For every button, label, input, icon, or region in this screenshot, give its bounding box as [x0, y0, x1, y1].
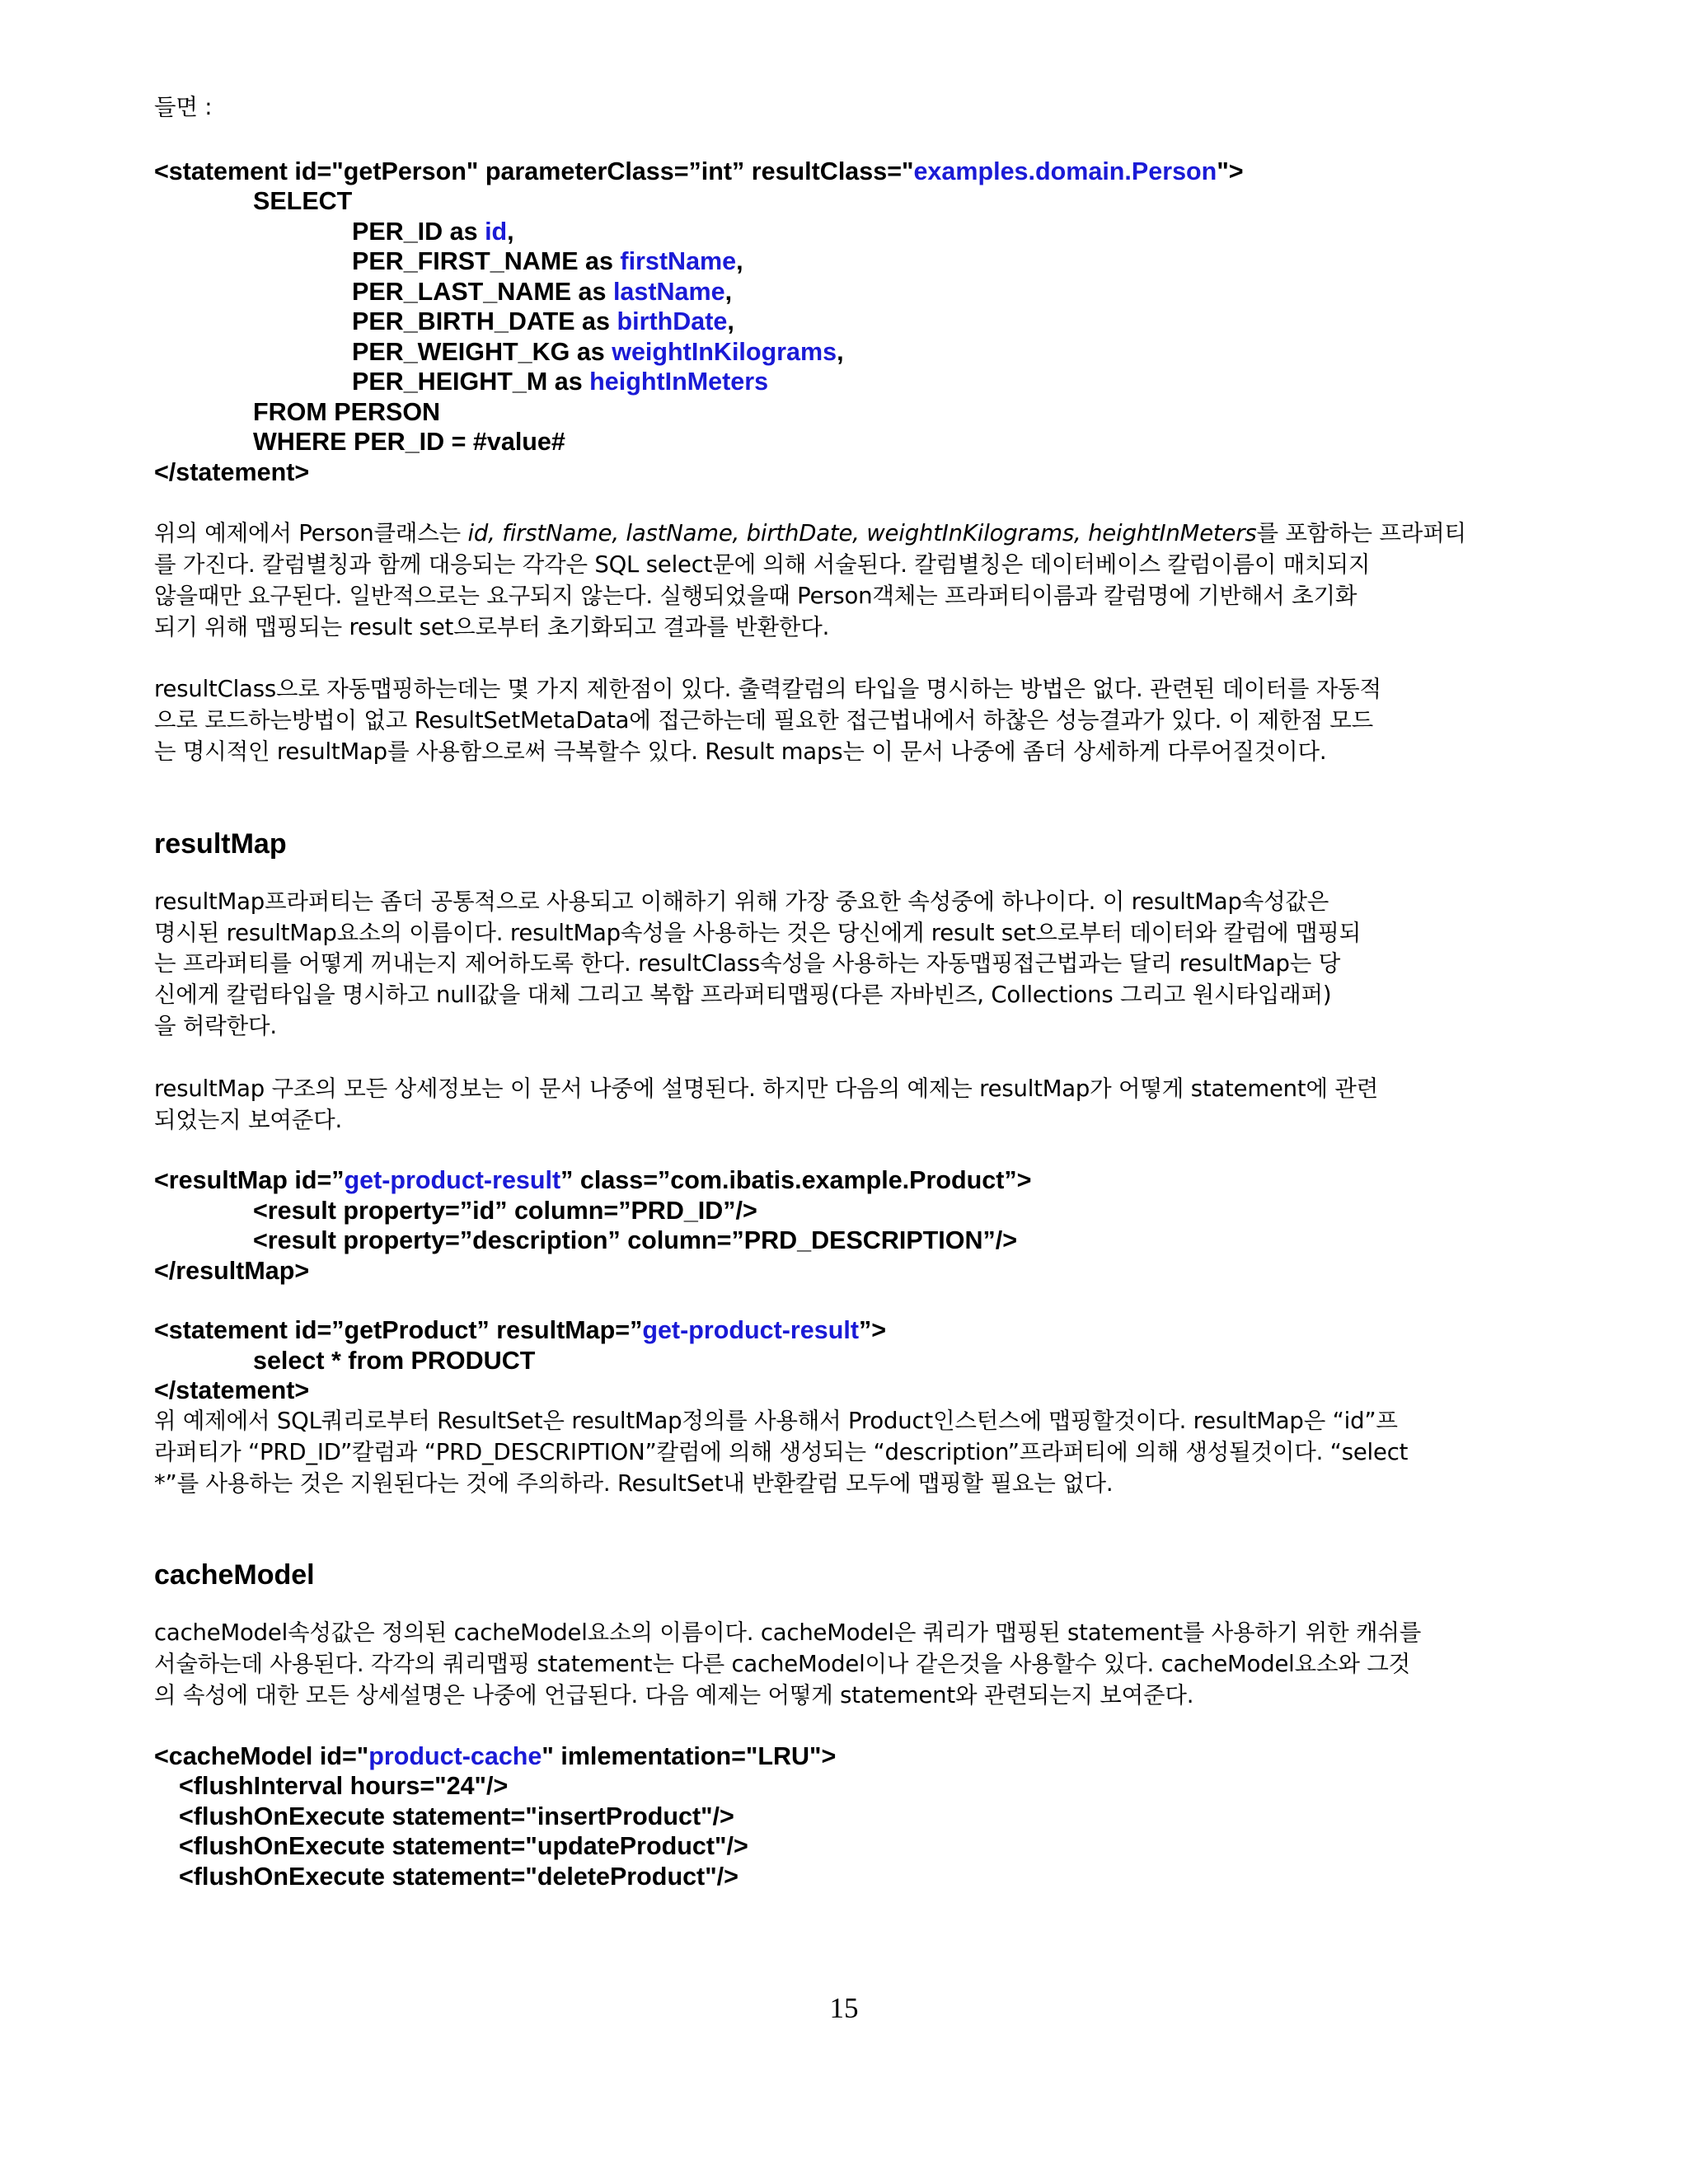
paragraph-line: 으로 로드하는방법이 없고 ResultSetMetaData에 접근하는데 필요한 접근법내에서 하찮은 성능결과가 있다. 이 제한점 모드 — [154, 707, 1374, 734]
code-fragment: , — [736, 247, 743, 276]
page-number: 15 — [829, 1992, 859, 2024]
cachemodel-code — [154, 1741, 1522, 1892]
code-line — [154, 307, 1522, 337]
code-highlight: get-product-result — [344, 1166, 561, 1195]
code-line: <flushInterval hours="24"/> — [179, 1772, 509, 1801]
paragraph-line: 를 가진다. 칼럼별칭과 함께 대응되는 각각은 SQL select문에 의해 서술된다. 칼럼별칭은 데이터베이스 칼럼이름이 매치되지 — [154, 551, 1371, 579]
text-emphasis: id, firstName, lastName, birthDate, weightInKilograms, heightInMeters — [467, 520, 1257, 547]
code-fragment: PER_ID as — [352, 217, 485, 246]
paragraph — [154, 518, 1522, 643]
resultmap-code — [154, 1165, 1522, 1286]
paragraph-line: 을 허락한다. — [154, 1013, 277, 1040]
intro-text: 들면 : — [154, 94, 213, 120]
code-fragment: "> — [1217, 157, 1244, 185]
code-fragment: , — [724, 277, 733, 306]
paragraph-line: resultMap 구조의 모든 상세정보는 이 문서 나중에 설명된다. 하지만 다음의 예제는 resultMap가 어떻게 statement에 관련 — [154, 1075, 1379, 1102]
code-line — [154, 1165, 1522, 1196]
page-content — [154, 92, 1522, 1891]
code-line: </statement> — [154, 1376, 310, 1405]
paragraph-line: 되기 위해 맵핑되는 result set으로부터 초기화되고 결과를 반환한다. — [154, 613, 830, 640]
paragraph-line: 않을때만 요구된다. 일반적으로는 요구되지 않는다. 실행되었을때 Person객체는 프라퍼티이름과 칼럼명에 기반해서 초기화 — [154, 582, 1357, 609]
code-highlight: weightInKilograms — [612, 337, 837, 366]
code-fragment: PER_LAST_NAME as — [352, 277, 613, 306]
code-line: <flushOnExecute statement="deleteProduct"/> — [179, 1862, 738, 1891]
code-highlight: product-cache — [368, 1741, 542, 1770]
paragraph — [154, 674, 1522, 767]
code-line — [154, 1315, 1522, 1346]
code-fragment: <cacheModel id=" — [154, 1741, 369, 1770]
paragraph — [154, 887, 1522, 1043]
code-fragment: <resultMap id=” — [154, 1166, 345, 1195]
code-line — [154, 217, 1522, 247]
code-line: </statement> — [154, 457, 310, 486]
code-fragment: ”> — [858, 1316, 887, 1345]
paragraph-line: 되었는지 보여준다. — [154, 1106, 343, 1133]
code-highlight: id — [485, 217, 508, 246]
paragraph-line: 신에게 칼럼타입을 명시하고 null값을 대체 그리고 복합 프라퍼티맵핑(다른 자바빈즈, Collections 그리고 원시타입래퍼) — [154, 982, 1332, 1009]
code-fragment: PER_WEIGHT_KG as — [352, 337, 612, 366]
code-fragment: , — [837, 337, 844, 366]
code-fragment: , — [727, 307, 734, 336]
paragraph — [154, 1618, 1522, 1711]
code-line: WHERE PER_ID = #value# — [253, 428, 565, 457]
paragraph-line: 서술하는데 사용된다. 각각의 쿼리맵핑 statement는 다른 cacheModel이나 같은것을 사용할수 있다. cacheModel요소와 그것 — [154, 1651, 1410, 1678]
code-fragment: <statement id="getPerson" parameterClass=”int” resultClass=" — [154, 157, 914, 185]
paragraph — [154, 1406, 1522, 1499]
paragraph-line: 명시된 resultMap요소의 이름이다. resultMap속성을 사용하는 것은 당신에게 result set으로부터 데이터와 칼럼에 맵핑되 — [154, 919, 1362, 946]
code-highlight: examples.domain.Person — [913, 157, 1217, 185]
code-line — [154, 367, 1522, 397]
get-product-code — [154, 1315, 1522, 1406]
text-fragment: 를 포함하는 프라퍼티 — [1256, 520, 1466, 547]
paragraph-line — [154, 518, 1522, 550]
code-fragment: ” class=”com.ibatis.example.Product”> — [560, 1166, 1032, 1195]
paragraph-line: cacheModel속성값은 정의된 cacheModel요소의 이름이다. cacheModel은 쿼리가 맵핑된 statement를 사용하기 위한 캐쉬를 — [154, 1619, 1422, 1647]
code-fragment: " imlementation="LRU"> — [542, 1741, 837, 1770]
code-line — [154, 337, 1522, 368]
paragraph-line: *”를 사용하는 것은 지원된다는 것에 주의하라. ResultSet내 반환칼럼 모두에 맵핑할 필요는 없다. — [154, 1469, 1114, 1497]
paragraph-line: 는 명시적인 resultMap를 사용함으로써 극복할수 있다. Result maps는 이 문서 나중에 좀더 상세하게 다루어질것이다. — [154, 738, 1327, 766]
paragraph-line: 라퍼티가 “PRD_ID”칼럼과 “PRD_DESCRIPTION”칼럼에 의해 생성되는 “description”프라퍼티에 의해 생성될것이다. “select — [154, 1438, 1409, 1465]
code-line: select * from PRODUCT — [253, 1346, 536, 1375]
text-fragment: 위의 예제에서 Person클래스는 — [154, 520, 468, 547]
get-person-code — [154, 157, 1522, 488]
code-line — [154, 157, 1522, 187]
code-line — [154, 246, 1522, 277]
code-line: <flushOnExecute statement="insertProduct"/> — [179, 1802, 734, 1830]
code-highlight: lastName — [612, 277, 725, 306]
paragraph-line: 의 속성에 대한 모든 상세설명은 나중에 언급된다. 다음 예제는 어떻게 statement와 관련되는지 보여준다. — [154, 1681, 1194, 1708]
paragraph-line: 위 예제에서 SQL쿼리로부터 ResultSet은 resultMap정의를 사용해서 Product인스턴스에 맵핑할것이다. resultMap은 “id”프 — [154, 1407, 1398, 1434]
code-highlight: heightInMeters — [589, 368, 769, 396]
code-line — [154, 1741, 1522, 1772]
code-fragment: PER_FIRST_NAME as — [352, 247, 621, 276]
code-highlight: get-product-result — [642, 1316, 859, 1345]
section-heading-resultmap: resultMap — [154, 827, 287, 860]
code-line: FROM PERSON — [253, 397, 441, 426]
code-fragment: , — [507, 217, 514, 246]
code-line: </resultMap> — [154, 1256, 310, 1285]
code-line: <result property=”id” column=”PRD_ID”/> — [253, 1196, 757, 1225]
code-line: SELECT — [253, 187, 353, 216]
code-fragment: <statement id=”getProduct” resultMap=” — [154, 1316, 643, 1345]
paragraph — [154, 1074, 1522, 1137]
code-line: <result property=”description” column=”PRD_DESCRIPTION”/> — [253, 1226, 1018, 1255]
code-line — [154, 277, 1522, 307]
paragraph-line: resultClass으로 자동맵핑하는데는 몇 가지 제한점이 있다. 출력칼럼의 타입을 명시하는 방법은 없다. 관련된 데이터를 자동적 — [154, 676, 1381, 703]
section-heading-cachemodel: cacheModel — [154, 1559, 315, 1591]
code-fragment: PER_HEIGHT_M as — [352, 368, 590, 396]
code-highlight: firstName — [620, 247, 737, 276]
code-highlight: birthDate — [617, 307, 728, 336]
code-fragment: PER_BIRTH_DATE as — [352, 307, 617, 336]
code-line: <flushOnExecute statement="updateProduct"/> — [179, 1832, 748, 1861]
paragraph-line: 는 프라퍼티를 어떻게 꺼내는지 제어하도록 한다. resultClass속성을 사용하는 자동맵핑접근법과는 달리 resultMap는 당 — [154, 950, 1341, 977]
paragraph-line: resultMap프라퍼티는 좀더 공통적으로 사용되고 이해하기 위해 가장 중요한 속성중에 하나이다. 이 resultMap속성값은 — [154, 888, 1329, 915]
